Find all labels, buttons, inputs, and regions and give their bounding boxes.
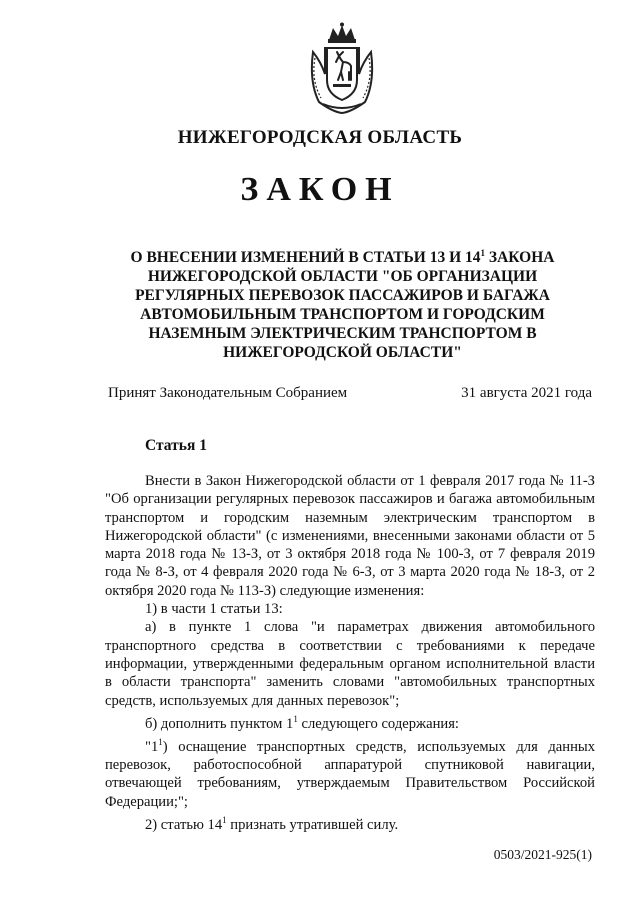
adoption-date: 31 августа 2021 года [461, 385, 592, 401]
quoted-item [105, 733, 595, 811]
item-2-post: признать утратившей силу. [226, 816, 399, 833]
item-1: 1) в части 1 статьи 13: [145, 601, 283, 618]
item-2 [105, 811, 595, 834]
article-heading: Статья 1 [145, 437, 207, 454]
document-number: 0503/2021-925(1) [493, 847, 592, 862]
coat-of-arms-icon [303, 22, 381, 114]
quoted-item-post: ) оснащение транспортных средств, используемых для данных перевозок, работоспособной аппаратурой спутниковой навигации, отвечающей требованиям, утверждаемым Правительством Российской Федерации;"; [105, 738, 595, 810]
law-title-superscript: 1 [480, 248, 486, 258]
law-title-part1: О ВНЕСЕНИИ ИЗМЕНЕНИЙ В СТАТЬИ 13 И 14 [130, 249, 481, 267]
item-2-sup: 1 [222, 815, 227, 826]
item-2-pre: 2) статью 14 [145, 816, 223, 833]
article-intro: Внести в Закон Нижегородской области от 1 февраля 2017 года № 11-З "Об организации регулярных перевозок пассажиров и багажа автомобильным транспортом и городским наземным электрическим транспортом в Нижегородской области" (с изменениями, внесенными законами области от 5 марта 2018 года № 13-З, от 3 октября 2018 года № 100-З, от 7 февраля 2019 года № 8-З, от 4 февраля 2020 года № 6-З, от 3 марта 2020 года № 18-З, от 2 октября 2020 года № 113-З) следующие изменения: [105, 473, 595, 599]
item-1b-sup: 1 [293, 713, 298, 724]
item-1b-pre: б) дополнить пунктом 1 [145, 715, 294, 732]
law-title [120, 244, 565, 362]
article-body [105, 472, 595, 834]
item-1a: а) в пункте 1 слова "и параметрах движения автомобильного транспортного средства в соответствии с требованиями к передаче информации, утвержденными федеральным органом исполнительной власти в области транспорта" заменить словами "автомобильных транспортных средств, используемых для данных перевозок"; [105, 619, 595, 709]
quoted-item-sup: 1 [158, 737, 163, 748]
adoption-label: Принят Законодательным Собранием [108, 385, 348, 401]
document-type: ЗАКОН [240, 171, 400, 208]
law-title-part2: ЗАКОНА НИЖЕГОРОДСКОЙ ОБЛАСТИ "ОБ ОРГАНИЗАЦИИ РЕГУЛЯРНЫХ ПЕРЕВОЗОК ПАССАЖИРОВ И БАГАЖА АВТОМОБИЛЬНЫМ ТРАНСПОРТОМ И ГОРОДСКИМ НАЗЕМНЫМ ЭЛЕКТРИЧЕСКИМ ТРАНСПОРТОМ В НИЖЕГОРОДСКОЙ ОБЛАСТИ" [135, 249, 555, 362]
item-1b [105, 710, 595, 733]
item-1b-post: следующего содержания: [297, 715, 459, 732]
region-name: НИЖЕГОРОДСКАЯ ОБЛАСТЬ [177, 127, 463, 148]
quoted-item-pre: "1 [145, 738, 159, 755]
